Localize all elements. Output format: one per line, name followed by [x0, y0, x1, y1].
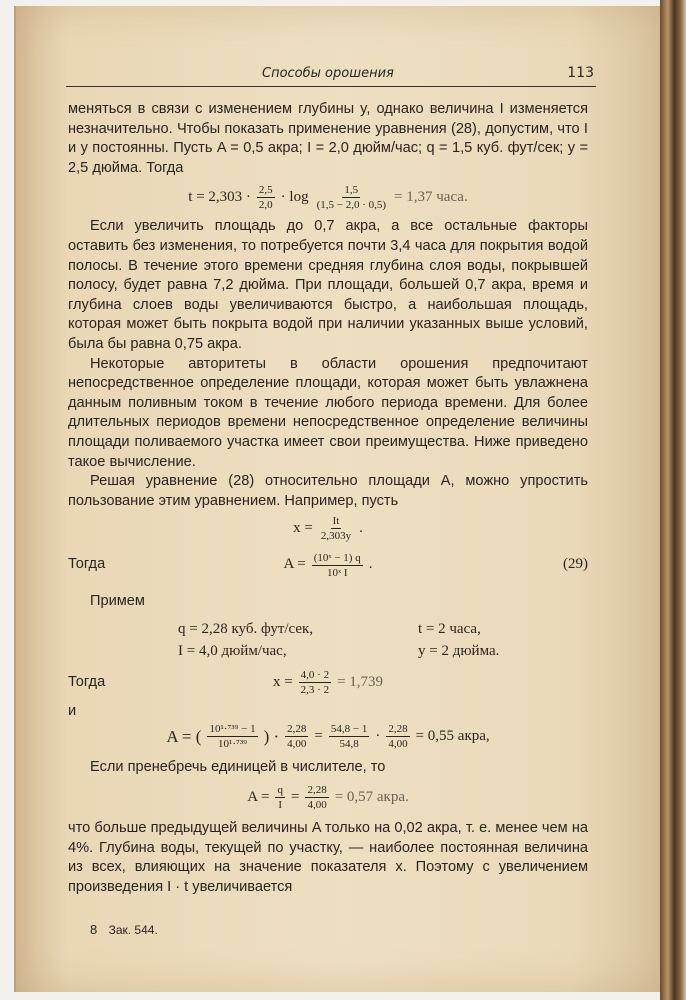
paragraph-1: меняться в связи с изменением глубины y, однако величина I изменяется незначительно. Чтобы показать применение уравнения (28), допустим, что I и y постоянны. Пусть A = 0,5 акра; I = 2,0 дюйм/час; q = 1,5 куб. фут/сек; y = 2,5 дюйма. Тогда [68, 101, 588, 176]
formula-29-row [68, 548, 588, 582]
page-body [68, 100, 588, 897]
order-number: Зак. 544. [108, 923, 158, 937]
formula-A-approx: A = $\frac{q}{I}$ = $\frac{2,28}{4,00}$ = 0,57 акра. [247, 784, 409, 812]
formula-x-value-row [68, 666, 588, 700]
page-footer [90, 922, 158, 937]
paragraph-3: Некоторые авторитеты в области орошения предпочитают непосредственное определение площади, которая может быть увлажнена данным поливным током в течение любого периода времени. Для более длительных периодов времени непосредственное определение величины площади поливаемого участка имеет свои преимущества. Ниже приведено такое вычисление. [68, 355, 588, 470]
formula-x-value: x = $\frac{4,0 \cdot 2}{2,3 \cdot 2}$ = 1,739 [272, 669, 384, 697]
and-word: и [68, 702, 77, 719]
formula-A-value: A = ( $\frac{\text{10¹·⁷³⁹ − 1}}{\text{10¹·⁷³⁹}}$ ) · $\frac{2,28}{4,00}$ = $\frac{54,8 - 1}{54,8}$ · $\frac{2,28}{4,00}$ = 0,55 акра, [166, 723, 490, 751]
paragraph-6: что больше предыдущей величины A только на 0,02 акра, т. е. менее чем на 4%. Глубина воды, текущей по участку, — наиболее постоянная величина из всех, влияющих на значение показателя x. Поэтому с увеличением произведения I · t увеличивается [68, 820, 588, 895]
equation-number: (29) [563, 556, 588, 573]
formula-time: t = 2,303 · $\frac{2,5}{2,0}$ · log $\frac{1,5}{(1,5 - 2,0 \cdot 0,5)}$ = 1,37 часа. [188, 184, 468, 212]
paragraph-5: Если пренебречь единицей в числителе, то [90, 759, 386, 776]
page-number: 113 [567, 65, 594, 81]
given-values: q = 2,28 куб. фут/сек, t = 2 часа, I = 4,0 дюйм/час, y = 2 дюйма. [178, 620, 500, 659]
formula-A: A = $\frac{\text{(10ˣ − 1) q}}{\text{10ˣ I}}$ . [283, 551, 373, 579]
header-title: Способы орошения [262, 66, 394, 81]
book-binding [660, 0, 686, 1000]
paragraph-2: Если увеличить площадь до 0,7 акра, а все остальные факторы оставить без изменения, то потребуется почти 3,4 часа для покрытия водой полосы. В течение этого времени средняя глубина слоя воды, покрывшей полосу, будет равна 7,2 дюйма. При площади, большей 0,7 акра, время и глубина слоев воды увеличиваются быстро, а наибольшая площадь, которая может быть покрыта водой при наличии указанных выше условий, была бы равна 0,75 акра. [68, 218, 588, 352]
paragraph-4: Решая уравнение (28) относительно площади A, можно упростить пользование этим уравнением. Например, пусть [68, 473, 588, 509]
primem-label: Примем [90, 593, 145, 610]
running-header [66, 64, 596, 87]
togda-label-2: Тогда [68, 674, 106, 691]
togda-label: Тогда [68, 556, 106, 573]
formula-x: x = $\frac{It}{2,303y}$ . [293, 515, 363, 543]
signature-mark: 8 [90, 922, 98, 937]
